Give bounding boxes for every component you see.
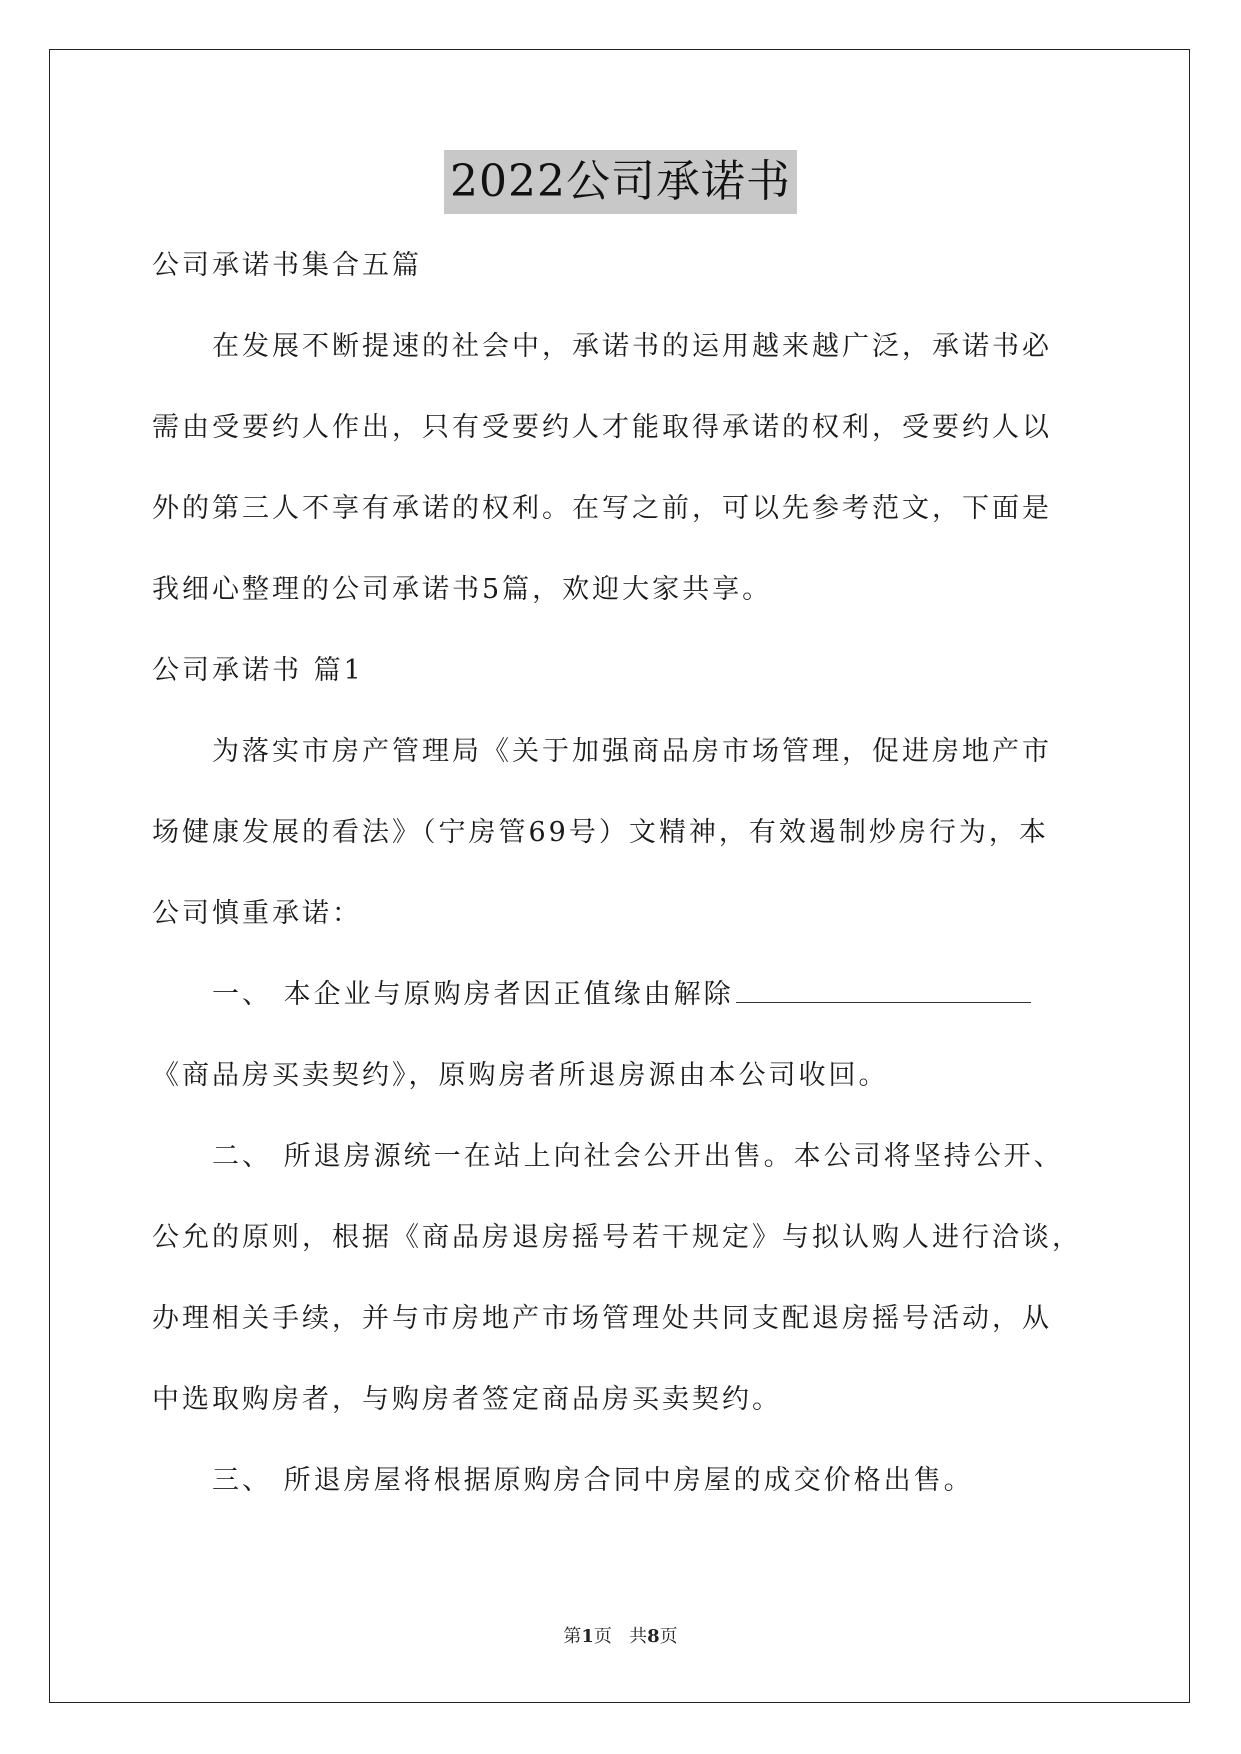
- body-line: [152, 560, 1090, 641]
- line-text: 三、 所退房屋将根据原购房合同中房屋的成交价格出售。: [212, 1465, 974, 1496]
- line-text: 中选取购房者，与购房者签定商品房买卖契约。: [152, 1384, 782, 1415]
- footer-page-suffix: 页: [593, 1626, 612, 1647]
- body-line: [152, 317, 1090, 398]
- line-text: 二、 所退房源统一在站上向社会公开出售。本公司将坚持公开、: [212, 1141, 1064, 1172]
- line-text: 场健康发展的看法》（宁房管69号）文精神，有效遏制炒房行为，本: [152, 817, 1049, 848]
- line-text: 在发展不断提速的社会中，承诺书的运用越来越广泛，承诺书必: [212, 331, 1052, 362]
- body-line: [152, 236, 1090, 317]
- footer-page-number: 1: [581, 1626, 594, 1647]
- body-line: [152, 1127, 1090, 1208]
- body-line: [152, 803, 1090, 884]
- footer-total-pages: 8: [647, 1626, 660, 1647]
- body-line: [152, 1289, 1090, 1370]
- footer-total-suffix: 页: [659, 1626, 678, 1647]
- line-text: 一、 本企业与原购房者因正值缘由解除: [212, 979, 734, 1010]
- document-title: 2022公司承诺书: [444, 150, 797, 214]
- body-line: [152, 1451, 1090, 1532]
- line-text: 公司承诺书 篇1: [152, 655, 364, 686]
- fill-in-blank: [736, 978, 1031, 1003]
- section-heading: [152, 641, 1090, 722]
- line-text: 需由受要约人作出，只有受要约人才能取得承诺的权利，受要约人以: [152, 412, 1052, 443]
- body-line: [152, 722, 1090, 803]
- body-line: [152, 965, 1090, 1046]
- line-text: 公司承诺书集合五篇: [152, 250, 422, 281]
- body-line: [152, 398, 1090, 479]
- line-text: 《商品房买卖契约》，原购房者所退房源由本公司收回。: [152, 1060, 889, 1091]
- line-text: 我细心整理的公司承诺书5篇，欢迎大家共享。: [152, 574, 773, 605]
- footer-prefix: 第: [563, 1626, 582, 1647]
- page-footer: [0, 1622, 1241, 1648]
- document-body: [152, 236, 1090, 1532]
- body-line: [152, 1370, 1090, 1451]
- body-line: [152, 884, 1090, 965]
- line-text: 办理相关手续，并与市房地产市场管理处共同支配退房摇号活动，从: [152, 1303, 1052, 1334]
- body-line: [152, 479, 1090, 560]
- body-line: [152, 1046, 1090, 1127]
- line-text: 为落实市房产管理局《关于加强商品房市场管理，促进房地产市: [212, 736, 1052, 767]
- line-text: 外的第三人不享有承诺的权利。在写之前，可以先参考范文，下面是: [152, 493, 1052, 524]
- body-line: [152, 1208, 1090, 1289]
- footer-total-prefix: 共: [629, 1626, 648, 1647]
- line-text: 公允的原则，根据《商品房退房摇号若干规定》与拟认购人进行洽谈，: [152, 1222, 1082, 1253]
- title-wrap: [0, 150, 1241, 214]
- line-text: 公司慎重承诺：: [152, 898, 362, 929]
